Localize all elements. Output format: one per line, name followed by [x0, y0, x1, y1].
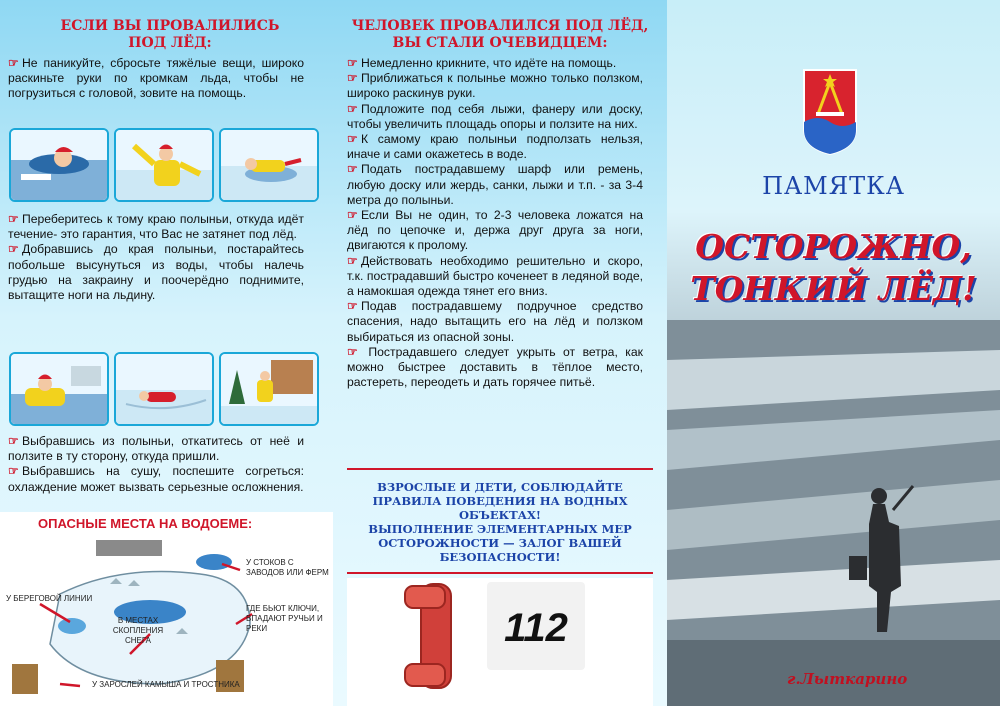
- list-item: ☞ Выбравшись из полыньи, откатитесь от неё и ползите в ту сторону, откуда пришли.: [8, 434, 304, 464]
- main-title-line2: ТОНКИЙ ЛЁД!: [690, 269, 977, 308]
- emergency-phone-box: [347, 578, 653, 706]
- middle-bullets: [347, 56, 643, 390]
- divider: [347, 572, 653, 574]
- illustration-walking-to-shore: [219, 352, 319, 426]
- list-item: ☞ Приближаться к полынье можно только ползком, широко раскинув руки.: [347, 71, 643, 101]
- hand-pointing-icon: ☞: [347, 71, 358, 86]
- phone-handset-icon: [401, 580, 479, 692]
- city-name: г.Лыткарино: [787, 670, 908, 688]
- hand-pointing-icon: ☞: [347, 344, 358, 359]
- illustration-leaning-on-edge: [9, 352, 109, 426]
- hand-pointing-icon: ☞: [347, 132, 358, 147]
- left-panel: [0, 0, 333, 706]
- left-heading: ЕСЛИ ВЫ ПРОВАЛИЛИСЬ ПОД ЛЁД:: [60, 18, 280, 51]
- middle-heading: ЧЕЛОВЕК ПРОВАЛИЛСЯ ПОД ЛЁД, ВЫ СТАЛИ ОЧЕВИДЦЕМ:: [351, 18, 649, 51]
- hand-pointing-icon: ☞: [8, 434, 19, 448]
- hand-pointing-icon: ☞: [8, 242, 19, 257]
- list-item: ☞ Не паникуйте, сбросьте тяжёлые вещи, широко раскиньте руки по кромкам льда, чтобы не погрузиться с головой, зовите на помощь.: [8, 56, 304, 101]
- divider: [347, 468, 653, 470]
- list-item: ☞ Немедленно крикните, что идёте на помощь.: [347, 56, 617, 70]
- illustration-crawling-out: [219, 128, 319, 202]
- hand-pointing-icon: ☞: [8, 56, 19, 70]
- list-item: ☞ Переберитесь к тому краю полыньи, откуда идёт течение- это гарантия, что Вас не затянет под лёд.: [8, 212, 304, 242]
- ice-landscape: [667, 320, 1000, 706]
- hand-pointing-icon: ☞: [347, 208, 358, 223]
- illustration-fallen-through: [9, 128, 109, 202]
- map-title: ОПАСНЫЕ МЕСТА НА ВОДОЕМЕ:: [38, 516, 253, 531]
- warning-safety: ВЫПОЛНЕНИЕ ЭЛЕМЕНТАРНЫХ МЕР ОСТОРОЖНОСТИ — ЗАЛОГ ВАШЕЙ БЕЗОПАСНОСТИ!: [368, 522, 632, 564]
- list-item: ☞ Действовать необходимо решительно и скоро, т.к. пострадавший быстро коченеет в ледяной воде, а намокшая одежда тянет его вниз.: [347, 253, 643, 299]
- map-label-stoki: У СТОКОВ С ЗАВОДОВ ИЛИ ФЕРМ: [246, 558, 329, 577]
- list-item: ☞ Подать пострадавшему шарф или ремень, любую доску или жердь, санки, лыжи и т.п. - за 3-4 метра до полыньи.: [347, 162, 643, 207]
- left-bullets-top: [8, 56, 304, 102]
- hand-pointing-icon: ☞: [347, 56, 358, 70]
- coat-of-arms-icon: [802, 68, 858, 158]
- list-item: ☞ Если Вы не один, то 2-3 человека ложатся на лёд по цепочке и, держа друг друга за ноги, двигаются к пролому.: [347, 208, 643, 253]
- dangerous-places-map: [0, 512, 333, 706]
- warning-rules: ВЗРОСЛЫЕ И ДЕТИ, СОБЛЮДАЙТЕ ПРАВИЛА ПОВЕДЕНИЯ НА ВОДНЫХ ОБЪЕКТАХ!: [372, 480, 628, 522]
- left-bullets-mid: [8, 212, 304, 303]
- hand-pointing-icon: ☞: [347, 299, 358, 314]
- map-label-kamysh: У ЗАРОСЛЕЙ КАМЫША И ТРОСТНИКА: [92, 680, 240, 689]
- list-item: ☞ Пострадавшего следует укрыть от ветра, как можно быстрее доставить в тёплое место, растереть, переодеть и дать горячее питьё.: [347, 344, 643, 390]
- hand-pointing-icon: ☞: [347, 253, 358, 268]
- hand-pointing-icon: ☞: [347, 101, 358, 116]
- map-label-beregovoy: У БЕРЕГОВОЙ ЛИНИИ: [6, 594, 93, 603]
- list-item: ☞ Добравшись до края полыньи, постарайтесь побольше высунуться из воды, чтобы налечь грудью на закраину и поочерёдно поднимите, вытащите ноги на льдину.: [8, 242, 304, 303]
- pamyatka-title: ПАМЯТКА: [762, 172, 905, 200]
- middle-panel: [333, 0, 667, 706]
- city-coat-of-arms: [802, 68, 858, 142]
- illustration-arms-out: [114, 128, 214, 202]
- right-panel: [667, 0, 1000, 706]
- emergency-number: 112: [504, 606, 568, 650]
- main-title-line1: ОСТОРОЖНО,: [695, 227, 972, 266]
- hand-pointing-icon: ☞: [8, 464, 19, 479]
- map-label-sneg: В МЕСТАХ СКОПЛЕНИЯ СНЕГА: [112, 616, 164, 645]
- hand-pointing-icon: ☞: [8, 212, 19, 226]
- list-item: ☞ Подав пострадавшему подручное средство спасения, надо вытащить его на лёд и ползком выбираться из опасной зоны.: [347, 299, 643, 344]
- list-item: ☞ К самому краю полыньи подползать нельзя, иначе и сами окажетесь в воде.: [347, 132, 643, 162]
- hand-pointing-icon: ☞: [347, 162, 358, 177]
- list-item: ☞ Подложите под себя лыжи, фанеру или доску, чтобы увеличить площадь опоры и ползите на них.: [347, 101, 643, 131]
- list-item: ☞ Выбравшись на сушу, поспешите согреться: охлаждение может вызвать серьезные осложнения.: [8, 464, 304, 494]
- left-bullets-bottom: [8, 434, 304, 495]
- map-label-klyuchi: ГДЕ БЬЮТ КЛЮЧИ, ВПАДАЮТ РУЧЬИ И РЕКИ: [246, 604, 323, 633]
- main-title: [667, 226, 1000, 310]
- illustration-rolling-away: [114, 352, 214, 426]
